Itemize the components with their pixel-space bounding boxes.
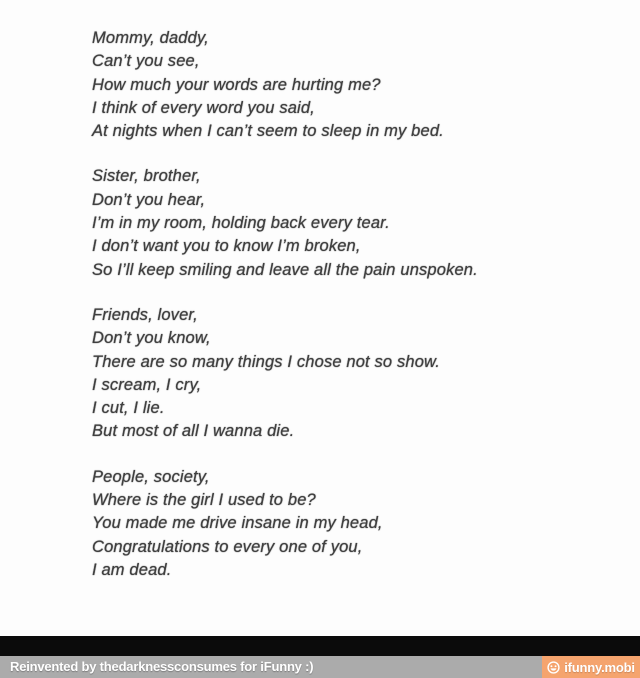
poem-line: You made me drive insane in my head,	[92, 514, 383, 533]
poem-line: I scream, I cry,	[92, 375, 202, 394]
poem-line: Mommy, daddy,	[92, 29, 209, 47]
ifunny-mobi-link[interactable]	[542, 656, 640, 678]
poem-line: I am dead.	[92, 560, 172, 579]
poem-text	[92, 27, 612, 582]
poem-line: Can’t you see,	[92, 52, 200, 71]
poem-line: Don’t you hear,	[92, 190, 206, 209]
poem-line: At nights when I can’t seem to sleep in my bed.	[92, 122, 444, 141]
poem-stanza-1	[92, 27, 612, 143]
ifunny-watermark-bar	[0, 656, 640, 678]
poem-line: Don’t you know,	[92, 329, 211, 348]
poem-line: So I’ll keep smiling and leave all the pain unspoken.	[92, 260, 478, 279]
credit-text: Reinvented by thedarknessconsumes for iFunny :)	[10, 659, 314, 674]
poem-line: I don’t want you to know I’m broken,	[92, 237, 361, 256]
poem-stanza-2	[92, 165, 612, 281]
poem-line: I cut, I lie.	[92, 399, 165, 418]
poem-line: Where is the girl I used to be?	[92, 491, 316, 510]
ifunny-mobi-label: ifunny.mobi	[564, 659, 635, 675]
poem-line: I think of every word you said,	[92, 98, 315, 117]
poem-stanza-4	[92, 466, 612, 582]
poem-line: Sister, brother,	[92, 167, 201, 186]
poem-line: But most of all I wanna die.	[92, 422, 295, 441]
poem-stanza-3	[92, 304, 612, 444]
ifunny-smiley-icon	[547, 661, 560, 674]
poem-line: How much your words are hurting me?	[92, 75, 381, 94]
poem-line: Congratulations to every one of you,	[92, 537, 363, 556]
poem-line: Friends, lover,	[92, 305, 198, 324]
poem-line: There are so many things I chose not so show.	[92, 352, 440, 371]
poem-line: I’m in my room, holding back every tear.	[92, 214, 390, 233]
black-separator-strip	[0, 636, 640, 656]
poem-line: People, society,	[92, 467, 210, 486]
